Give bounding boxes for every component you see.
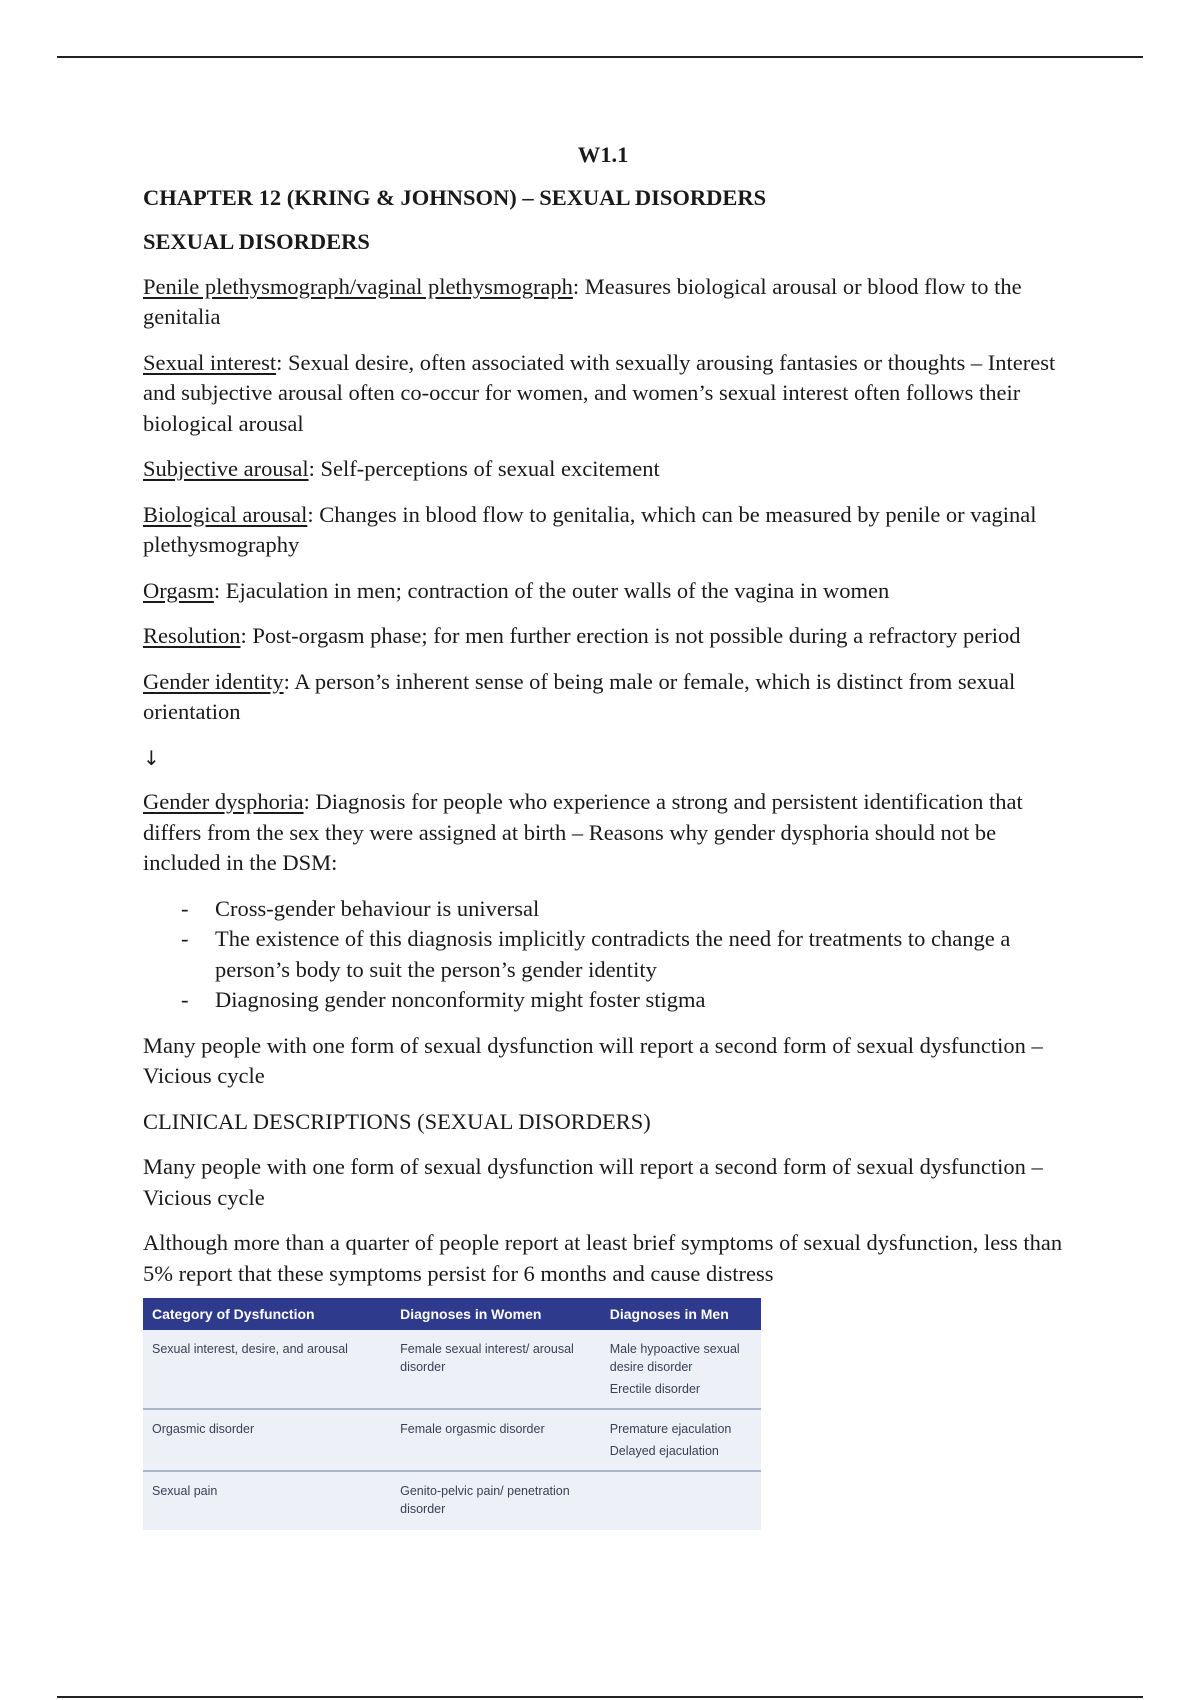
table-header-row: [143, 1298, 761, 1330]
table-cell-women: Female sexual interest/ arousal disorder: [391, 1330, 601, 1409]
down-arrow-icon: ↓: [143, 745, 160, 770]
definition-orgasm: [143, 576, 1063, 607]
definition-text: : Changes in blood flow to genitalia, which can be measured by penile or vaginal plethysmography: [143, 501, 1037, 557]
dash-bullet: -: [181, 926, 189, 951]
table-cell-women: Female orgasmic disorder: [391, 1409, 601, 1471]
table-cell-category: Sexual pain: [143, 1471, 391, 1530]
list-item: [143, 894, 1063, 925]
definition-term: Sexual interest: [143, 349, 277, 375]
document-body: [143, 140, 1063, 1530]
list-item-text: Diagnosing gender nonconformity might foster stigma: [215, 987, 706, 1012]
table-row: [143, 1330, 761, 1409]
list-item-text: The existence of this diagnosis implicitly contradicts the need for treatments to change a person’s body to suit the person’s gender identity: [215, 926, 1011, 982]
column-header-category: Category of Dysfunction: [143, 1298, 391, 1330]
definition-text: : Ejaculation in men; contraction of the outer walls of the vagina in women: [213, 577, 890, 603]
definition-term: Subjective arousal: [143, 456, 309, 481]
list-item-text: Cross-gender behaviour is universal: [215, 895, 540, 921]
clinical-descriptions-heading: CLINICAL DESCRIPTIONS (SEXUAL DISORDERS): [143, 1108, 651, 1134]
definition-text: : Post-orgasm phase; for men further erection is not possible during a refractory period: [240, 623, 1021, 648]
column-header-men: Diagnoses in Men: [601, 1298, 761, 1330]
dysfunction-table: [143, 1298, 761, 1530]
table-cell-men: [601, 1471, 761, 1530]
list-item: [143, 985, 1063, 1016]
definition-text: : A person’s inherent sense of being male or female, which is distinct from sexual orientation: [143, 668, 1016, 724]
definition-text: : Self-perceptions of sexual excitement: [308, 456, 660, 481]
table-cell-category: Sexual interest, desire, and arousal: [143, 1330, 391, 1409]
table-row: [143, 1471, 761, 1530]
list-item: [143, 924, 1063, 985]
table-cell-men: [601, 1409, 761, 1471]
definition-text: : Diagnosis for people who experience a strong and persistent identification that differs from the sex they were assigned at birth – Reasons why gender dysphoria should not be included in the DSM:: [143, 789, 1023, 875]
definition-term: Orgasm: [143, 577, 214, 603]
table-cell-category: Orgasmic disorder: [143, 1409, 391, 1471]
dash-bullet: -: [181, 895, 189, 921]
definition-gender-dysphoria: [143, 787, 1063, 879]
table-cell-women: Genito-pelvic pain/ penetration disorder: [391, 1471, 601, 1530]
definition-term: Resolution: [143, 623, 241, 648]
column-header-women: Diagnoses in Women: [391, 1298, 601, 1330]
table-cell-men: [601, 1330, 761, 1409]
definition-subjective-arousal: [143, 454, 1063, 485]
page-title: W1.1: [577, 142, 629, 167]
definition-sexual-interest: [143, 348, 1063, 440]
dash-bullet: -: [181, 987, 189, 1012]
chapter-heading: CHAPTER 12 (KRING & JOHNSON) – SEXUAL DISORDERS: [143, 184, 767, 210]
definition-text: : Measures biological arousal or blood flow to the genitalia: [143, 273, 1022, 329]
paragraph-vicious-cycle: Many people with one form of sexual dysfunction will report a second form of sexual dysfunction – Vicious cycle: [143, 1032, 1043, 1088]
definition-plethysmograph: [143, 272, 1063, 333]
definition-text: : Sexual desire, often associated with sexually arousing fantasies or thoughts – Interest and subjective arousal often co-occur for women, and women’s sexual interest often follows their biological arousal: [143, 349, 1056, 436]
paragraph-vicious-cycle-repeat: Many people with one form of sexual dysfunction will report a second form of sexual dysfunction – Vicious cycle: [143, 1154, 1043, 1210]
definition-term: Penile plethysmograph/vaginal plethysmograph: [143, 273, 573, 299]
paragraph-prevalence: Although more than a quarter of people report at least brief symptoms of sexual dysfunction, less than 5% report that these symptoms persist for 6 months and cause distress: [143, 1230, 1063, 1286]
bottom-rule: [57, 1696, 1143, 1698]
men-diagnosis: Male hypoactive sexual desire disorder: [609, 1342, 740, 1374]
definition-term: Gender dysphoria: [143, 789, 304, 814]
dsm-reasons-list: [143, 894, 1063, 1016]
definition-biological-arousal: [143, 500, 1063, 561]
men-diagnosis: Erectile disorder: [609, 1382, 701, 1396]
table-row: [143, 1409, 761, 1471]
men-diagnosis: Premature ejaculation: [609, 1422, 732, 1436]
men-diagnosis: Delayed ejaculation: [609, 1444, 719, 1458]
section-heading: SEXUAL DISORDERS: [143, 229, 370, 254]
definition-resolution: [143, 621, 1063, 652]
top-rule: [57, 56, 1143, 58]
definition-gender-identity: [143, 667, 1063, 728]
definition-term: Gender identity: [143, 668, 284, 694]
definition-term: Biological arousal: [143, 501, 308, 527]
